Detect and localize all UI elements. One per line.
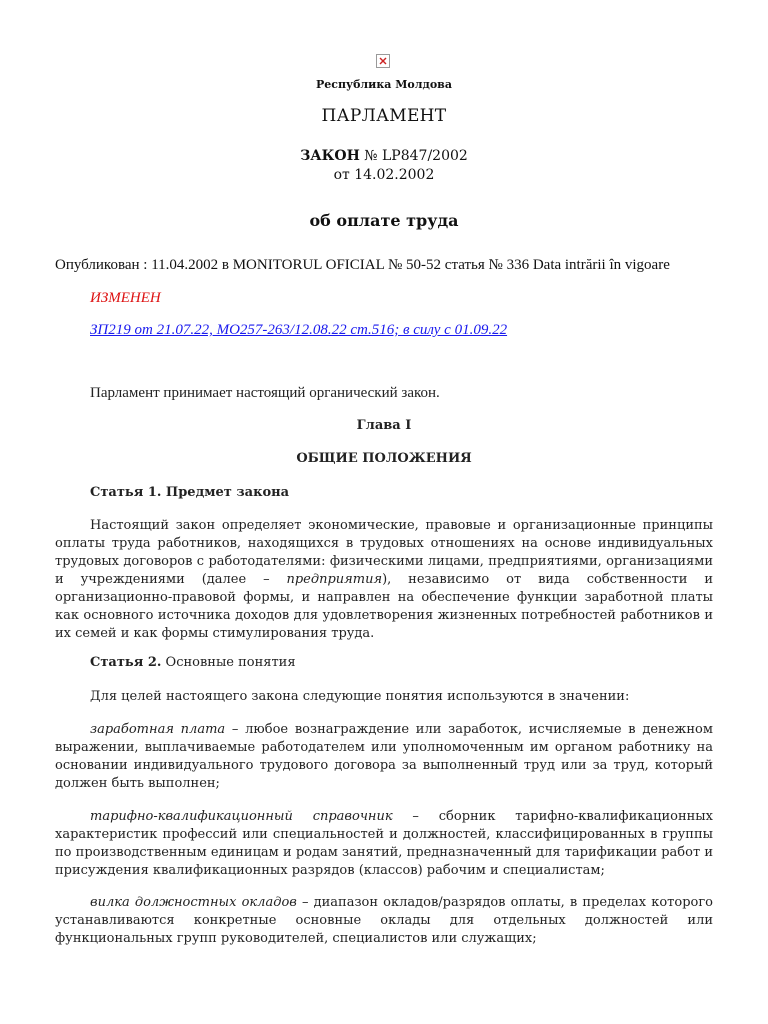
article-2-heading-bold: Статья 2. xyxy=(90,655,162,670)
publication-info: Опубликован : 11.04.2002 в MONITORUL OFICIAL № 50-52 статья № 336 Data intrării în vigoare xyxy=(55,257,670,273)
law-number xyxy=(0,148,768,164)
definition-wage-term: заработная плата xyxy=(90,722,226,737)
broken-image-x-mark xyxy=(379,57,387,65)
law-number-value: № LP847/2002 xyxy=(359,148,468,164)
chapter-number: Глава I xyxy=(356,418,412,433)
law-date: от 14.02.2002 xyxy=(333,167,435,183)
article-2-intro: Для целей настоящего закона следующие понятия используются в значении: xyxy=(90,689,630,704)
article-1-heading-text: Статья 1. Предмет закона xyxy=(90,485,290,500)
definition-wage-text: – любое вознаграждение или заработок, исчисляемые в денежном выражении, выплачиваемые работодателем или уполномоченным им органом работнику на основании индивидуального трудового договора за выполненный труд или за труд, который должен быть выполнен; xyxy=(55,722,713,791)
article-1-heading xyxy=(90,485,289,500)
amended-label: ИЗМЕНЕН xyxy=(90,290,161,306)
article-1-paragraph xyxy=(55,517,713,643)
definition-tariff-term: тарифно-квалификационный справочник xyxy=(90,809,393,824)
definition-salary-range-term: вилка должностных окладов xyxy=(90,895,297,910)
article-2-heading-rest: Основные понятия xyxy=(161,655,296,670)
definition-salary-range-text: – диапазон окладов/разрядов оплаты, в пределах которого устанавливаются конкретные основные оклады для отдельных должностей или функциональных групп руководителей, специалистов или служащих; xyxy=(55,895,713,946)
chapter-title: ОБЩИЕ ПОЛОЖЕНИЯ xyxy=(296,451,472,466)
law-title: об оплате труда xyxy=(309,211,459,230)
amendment-link[interactable]: ЗП219 от 21.07.22, MO257-263/12.08.22 ст.516; в силу с 01.09.22 xyxy=(90,322,508,338)
definition-tariff-reference xyxy=(55,808,713,880)
article-1-text-a: Настоящий закон определяет экономические, правовые и организационные принципы оплаты труда работников, находящихся в трудовых отношениях на основе индивидуальных трудовых договоров с работодателями: физическими лицами, предприятиями, организациями и учреждениями (далее – xyxy=(55,518,713,587)
article-1-text-b: ), независимо от вида собственности и организационно-правовой формы, и направлен на обеспечение функции заработной платы как основного источника доходов для удовлетворения жизненных потребностей работников и их семей и как формы стимулирования труда. xyxy=(55,572,713,641)
parliament-heading: ПАРЛАМЕНТ xyxy=(321,106,447,126)
republic-name: Республика Молдова xyxy=(316,78,452,91)
article-2-heading xyxy=(90,655,296,670)
definition-wage xyxy=(55,721,713,793)
definition-salary-range xyxy=(55,894,713,948)
broken-image-icon xyxy=(376,54,390,68)
definition-tariff-text: – сборник тарифно-квалификационных характеристик профессий или специальностей и должностей, классифицированных в группы по производственным единицам и родам занятий, предназначенный для тарификации работ и присуждения квалификационных разрядов (классов) рабочим и специалистам; xyxy=(55,809,713,878)
law-label: ЗАКОН xyxy=(300,148,360,164)
adoption-statement: Парламент принимает настоящий органический закон. xyxy=(90,385,440,401)
article-1-text-italic: предприятия xyxy=(286,572,383,587)
